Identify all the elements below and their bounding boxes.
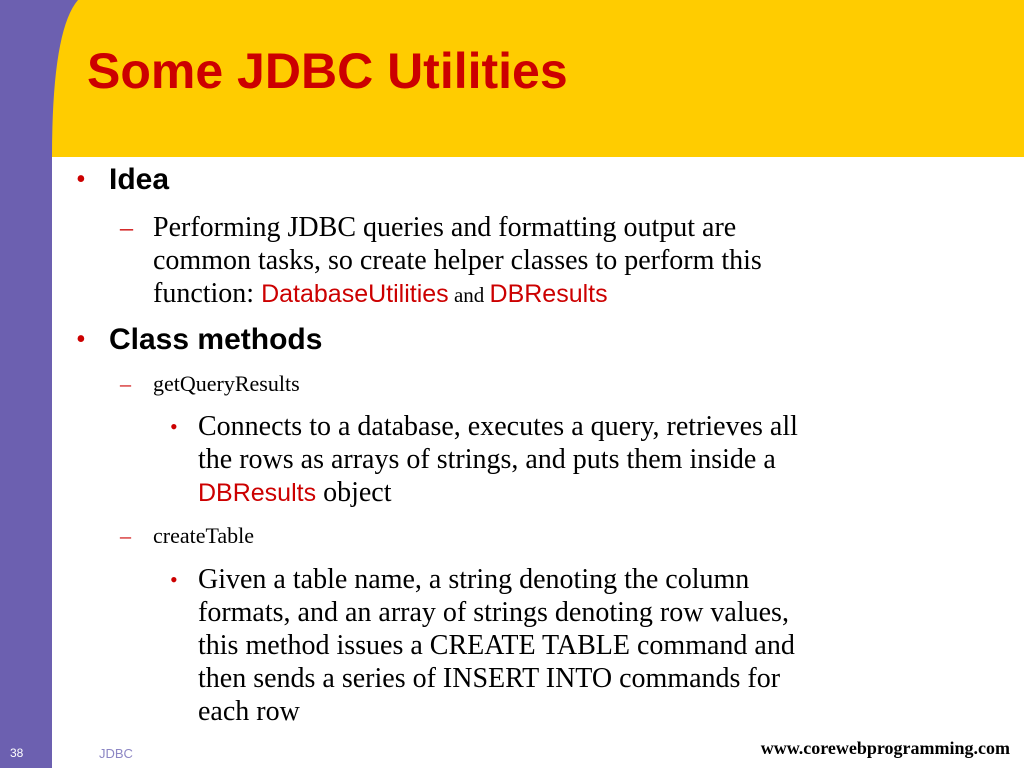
text-line: each row bbox=[198, 696, 300, 727]
text-line: this method issues a CREATE TABLE command and bbox=[198, 630, 795, 661]
class-name: DatabaseUtilities bbox=[261, 280, 449, 308]
sub-point-text bbox=[153, 211, 762, 312]
text-line: the rows as arrays of strings, and puts them inside a bbox=[198, 444, 776, 475]
footer-topic: JDBC bbox=[99, 746, 133, 761]
text-line: formats, and an array of strings denoting row values, bbox=[198, 597, 789, 628]
text-line: then sends a series of INSERT INTO commands for bbox=[198, 663, 781, 694]
dash-marker: – bbox=[120, 371, 131, 396]
bullet-marker: • bbox=[170, 414, 178, 439]
bullet-marker: • bbox=[76, 324, 86, 355]
bullet-heading: Class methods bbox=[109, 323, 323, 356]
slide-number: 38 bbox=[10, 746, 24, 760]
text-line: object bbox=[316, 477, 392, 508]
method-description-text bbox=[198, 563, 795, 728]
text-line: Connects to a database, executes a query, retrieves all bbox=[198, 411, 798, 442]
text-line: common tasks, so create helper classes to perform this bbox=[153, 245, 762, 276]
method-name: createTable bbox=[153, 523, 255, 548]
bullet-heading: Idea bbox=[109, 163, 170, 196]
text-line: Given a table name, a string denoting the column bbox=[198, 564, 750, 595]
conjunction: and bbox=[448, 283, 490, 307]
method-description-text bbox=[198, 410, 798, 510]
slide-title: Some JDBC Utilities bbox=[87, 43, 568, 99]
dash-marker: – bbox=[120, 213, 133, 242]
dash-marker: – bbox=[120, 523, 131, 548]
method-name: getQueryResults bbox=[153, 371, 300, 396]
text-line: function: bbox=[153, 278, 262, 309]
class-name: DBResults bbox=[198, 479, 317, 507]
footer-corner bbox=[0, 735, 52, 768]
bullet-marker: • bbox=[76, 164, 86, 195]
bullet-marker: • bbox=[170, 567, 178, 592]
class-name: DBResults bbox=[489, 280, 608, 308]
text-line: Performing JDBC queries and formatting output are bbox=[153, 212, 737, 243]
footer-website: www.corewebprogramming.com bbox=[760, 738, 1010, 758]
